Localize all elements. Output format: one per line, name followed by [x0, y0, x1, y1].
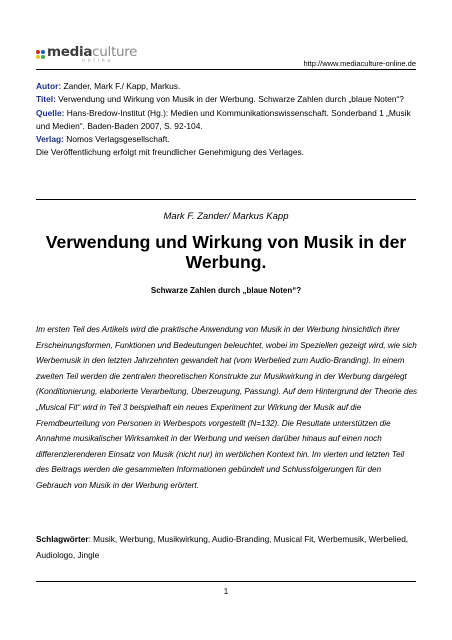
article-authors: Mark F. Zander/ Markus Kapp	[163, 211, 289, 222]
article-abstract: Im ersten Teil des Artikels wird die praktische Anwendung von Musik in der Werbung hinsichtlich ihrer Erscheinungsformen, Funktionen und Bedeutungen beleuchtet, wobei im Speziellen gezeigt wird, wie sich Werbemusik in den letzten Jahrzehnten gewandelt hat (vom Werbelied zum Audio-Branding). In einem zweiten Teil werden die zentralen theoretischen Konstrukte zur Musikwirkung in der Werbung dargelegt (Konditionierung, elaborierte Verarbeitung, Überzeugung, Passung). Auf dem Hintergrund der Theorie des „Musical Fit“ wird in Teil 3 beispielhaft ein neues Experiment zur Wirkung der Musik auf die Fremdbeurteilung von Personen in Werbespots vorgestellt (N=132). Die Resultate unterstützen die Annahme musikalischer Wirksamkeit in der Werbung und weisen darüber hinaus auf einen noch differenzierenderen Einsatz von Musik (nicht nur) im werblichen Kontext hin. Im vierten und letzten Teil des Beitrags werden die gesammelten Informationen gebündelt und Schlussfolgerungen für den Gebrauch von Musik in der Werbung erörtert.	[36, 325, 418, 490]
meta-verlag: Verlag: Nomos Verlagsgesellschaft.	[36, 134, 170, 145]
article-subtitle: Schwarze Zahlen durch „blaue Noten“?	[150, 286, 302, 295]
meta-permission: Die Veröffentlichung erfolgt mit freundlicher Genehmigung des Verlages.	[36, 147, 305, 158]
logo-dots-icon	[36, 50, 46, 60]
metadata-block	[36, 80, 416, 160]
meta-titel: Titel: Verwendung und Wirkung von Musik in der Werbung. Schwarze Zahlen durch „blaue Noten“?	[36, 94, 404, 105]
meta-autor: Autor: Zander, Mark F./ Kapp, Markus.	[36, 81, 181, 91]
meta-quelle: Quelle: Hans-Bredow-Institut (Hg.): Medien und Kommunikationswissenschaft. Sonderband 1 „Musik und Medien“. Baden-Baden 2007, S. 92-104.	[36, 107, 411, 131]
metadata-divider	[36, 199, 416, 200]
logo-subline: online	[82, 58, 114, 64]
article-keywords: Schlagwörter: Musik, Werbung, Musikwirkung, Audio-Branding, Musical Fit, Werbemusik, Werbelied, Audiologo, Jingle	[36, 534, 409, 560]
page-number: 1	[223, 587, 229, 596]
footer-divider	[36, 581, 416, 582]
article-title: Verwendung und Wirkung von Musik in der Werbung.	[45, 232, 407, 272]
header-divider	[36, 69, 416, 70]
logo-wordmark: mediaculture	[47, 44, 138, 60]
header-url: http://www.mediaculture-online.de	[303, 59, 416, 68]
